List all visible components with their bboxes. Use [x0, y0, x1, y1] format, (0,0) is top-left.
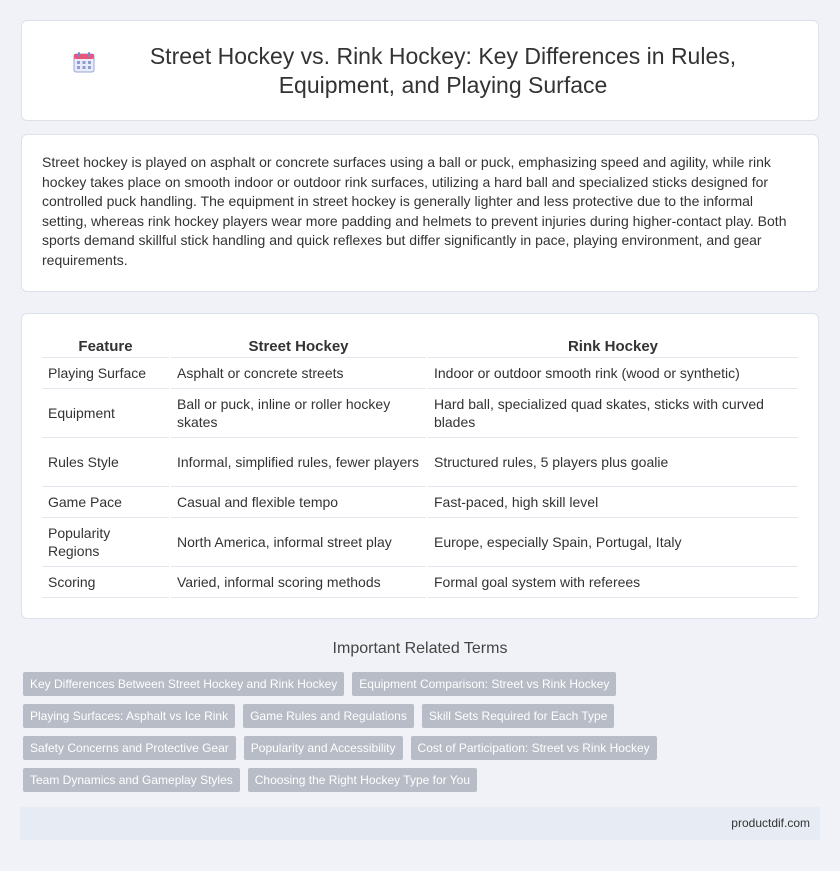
street-hockey-cell: Varied, informal scoring methods	[170, 566, 427, 597]
related-term-tag[interactable]: Popularity and Accessibility	[244, 736, 403, 760]
table-row	[42, 357, 798, 388]
rink-hockey-cell: Indoor or outdoor smooth rink (wood or synthetic)	[427, 357, 798, 388]
street-hockey-cell: Informal, simplified rules, fewer players	[170, 437, 427, 486]
street-hockey-cell: Casual and flexible tempo	[170, 486, 427, 517]
title-wrap	[22, 21, 818, 120]
rink-hockey-cell: Formal goal system with referees	[427, 566, 798, 597]
related-term-tag[interactable]: Choosing the Right Hockey Type for You	[248, 768, 477, 792]
table-row	[42, 437, 798, 486]
feature-cell: Equipment	[42, 388, 170, 437]
feature-cell: Popularity Regions	[42, 517, 170, 566]
related-term-tag[interactable]: Skill Sets Required for Each Type	[422, 704, 615, 728]
table-card	[21, 313, 819, 619]
related-term-tag[interactable]: Safety Concerns and Protective Gear	[23, 736, 236, 760]
tag-row	[23, 704, 813, 728]
related-terms-title: Important Related Terms	[332, 640, 508, 657]
table-header-row	[42, 334, 798, 357]
table-row	[42, 566, 798, 597]
street-hockey-cell: Asphalt or concrete streets	[170, 357, 427, 388]
related-term-tag[interactable]: Key Differences Between Street Hockey and Rink Hockey	[23, 672, 344, 696]
feature-cell: Playing Surface	[42, 357, 170, 388]
intro-card	[21, 134, 819, 292]
title-card	[21, 20, 819, 121]
related-term-tag[interactable]: Equipment Comparison: Street vs Rink Hockey	[352, 672, 616, 696]
feature-cell: Rules Style	[42, 437, 170, 486]
tag-row	[23, 768, 813, 792]
rink-hockey-cell: Structured rules, 5 players plus goalie	[427, 437, 798, 486]
header-rink-hockey: Rink Hockey	[427, 334, 798, 357]
rink-hockey-cell: Hard ball, specialized quad skates, sticks with curved blades	[427, 388, 798, 437]
table-row	[42, 388, 798, 437]
related-term-tag[interactable]: Playing Surfaces: Asphalt vs Ice Rink	[23, 704, 235, 728]
intro-paragraph: Street hockey is played on asphalt or concrete surfaces using a ball or puck, emphasizing speed and agility, while rink hockey takes place on smooth indoor or outdoor rink surfaces, utilizing a hard ball and specialized sticks designed for controlled puck handling. The equipment in street hockey is generally lighter and less protective due to the informal setting, whereas rink hockey players wear more padding and helmets to prevent injuries during higher-contact play. Both sports demand skillful stick handling and quick reflexes but differ significantly in pace, playing environment, and gear requirements.	[42, 154, 787, 268]
related-term-tag[interactable]: Game Rules and Regulations	[243, 704, 414, 728]
footer-site-link[interactable]: productdif.com	[731, 816, 810, 830]
street-hockey-cell: North America, informal street play	[170, 517, 427, 566]
tag-row	[23, 672, 813, 696]
rink-hockey-cell: Fast-paced, high skill level	[427, 486, 798, 517]
table-row	[42, 486, 798, 517]
page-title: Street Hockey vs. Rink Hockey: Key Differences in Rules, Equipment, and Playing Surface	[149, 42, 737, 98]
street-hockey-cell: Ball or puck, inline or roller hockey skates	[170, 388, 427, 437]
related-term-tag[interactable]: Team Dynamics and Gameplay Styles	[23, 768, 240, 792]
related-term-tag[interactable]: Cost of Participation: Street vs Rink Hockey	[411, 736, 657, 760]
footer	[20, 807, 820, 840]
feature-cell: Game Pace	[42, 486, 170, 517]
calendar-icon	[72, 50, 96, 74]
comparison-table	[42, 334, 798, 598]
rink-hockey-cell: Europe, especially Spain, Portugal, Italy	[427, 517, 798, 566]
header-street-hockey: Street Hockey	[170, 334, 427, 357]
table-row	[42, 517, 798, 566]
related-terms-list	[23, 672, 813, 800]
tag-row	[23, 736, 813, 760]
feature-cell: Scoring	[42, 566, 170, 597]
header-feature: Feature	[42, 334, 170, 357]
